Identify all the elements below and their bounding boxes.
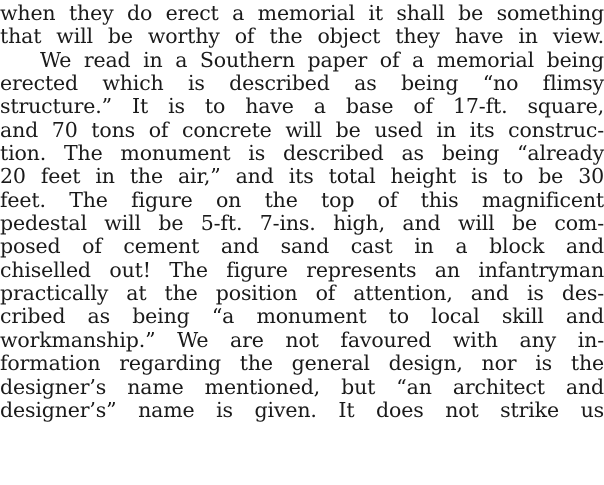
text-line-6: and 70 tons of concrete will be used in its construc- (0, 118, 604, 142)
text-line-15: workmanship.” We are not favoured with any in- (0, 328, 604, 352)
text-line-11: posed of cement and sand cast in a block and (0, 235, 604, 259)
text-line-8: 20 feet in the air,” and its total height is to be 30 (0, 165, 604, 189)
article-text (0, 2, 604, 422)
text-line-18: designer’s” name is given. It does not strike us (0, 398, 604, 422)
text-line-5: structure.” It is to have a base of 17-ft. square, (0, 95, 604, 119)
text-line-13: practically at the position of attention, and is des- (0, 282, 604, 306)
text-line-2: that will be worthy of the object they have in view. (0, 25, 604, 49)
text-line-14: cribed as being “a monument to local skill and (0, 305, 604, 329)
text-line-1: when they do erect a memorial it shall be something (0, 2, 604, 25)
text-line-12: chiselled out! The figure represents an infantryman (0, 258, 604, 282)
text-line-10: pedestal will be 5-ft. 7-ins. high, and will be com- (0, 212, 604, 236)
text-line-9: feet. The figure on the top of this magnificent (0, 188, 604, 212)
text-line-3: We read in a Southern paper of a memorial being (40, 48, 604, 72)
text-line-16: formation regarding the general design, nor is the (0, 352, 604, 376)
text-line-7: tion. The monument is described as being “already (0, 142, 604, 166)
text-line-17: designer’s name mentioned, but “an architect and (0, 375, 604, 399)
text-line-4: erected which is described as being “no flimsy (0, 72, 604, 96)
